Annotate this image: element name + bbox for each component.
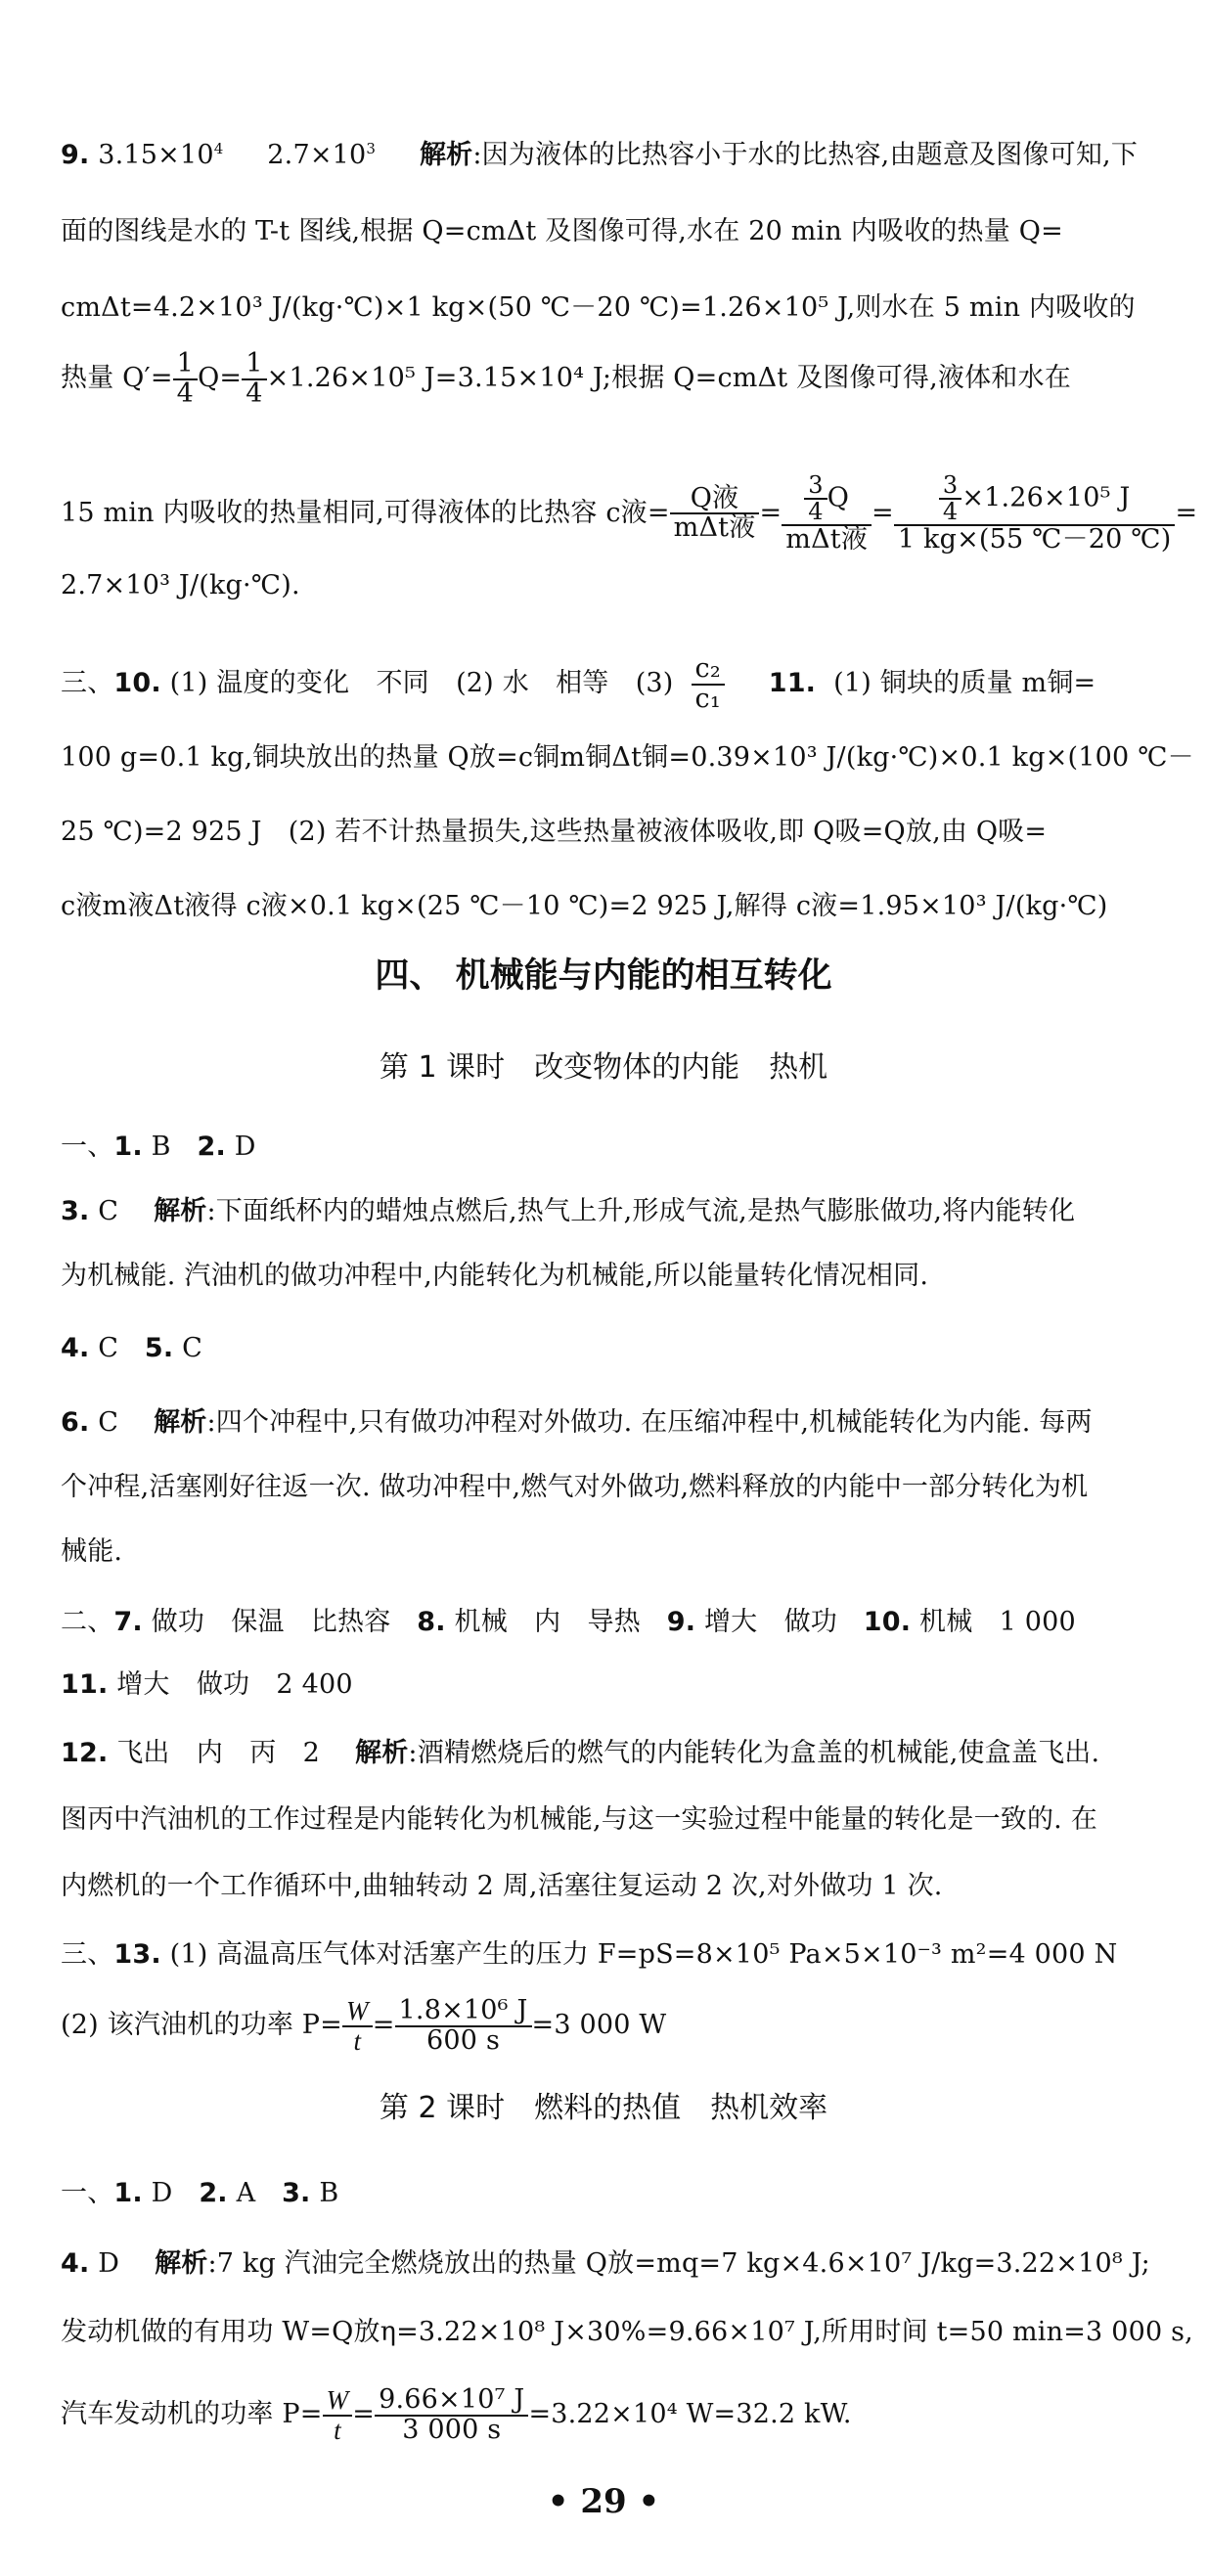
lesson-1-title: 第 1 课时 改变物体的内能 热机: [379, 1050, 828, 1085]
lesson1-q12-line-3: 内燃机的一个工作循环中,曲轴转动 2 周,活塞往复运动 2 次,对外做功 1 次.: [61, 1871, 943, 1901]
fraction-w-over-t: $\frac{W}{t}$: [323, 2386, 353, 2444]
lesson1-q6-line-2: 个冲程,活塞刚好往返一次. 做功冲程中,燃气对外做功,燃料释放的内能中一部分转化为机: [61, 1472, 1089, 1502]
lesson2-q4-line-1: 4. D 解析:7 kg 汽油完全燃烧放出的热量 Q放=mq=7 kg×4.6×10⁷ J/kg=3.22×10⁸ J;: [61, 2248, 1150, 2279]
lesson1-q3-line-2: 为机械能. 汽油机的做功冲程中,内能转化为机械能,所以能量转化情况相同.: [61, 1261, 929, 1291]
fraction-q-over-m-dt: Q液 mΔt液: [670, 485, 760, 543]
fraction-one-quarter: $\frac{1}{4}$: [173, 350, 198, 408]
q9-answer-2: $2.7\times 10^3$: [267, 140, 377, 170]
fraction-specific-heat: $\frac{3}{4}$ ×1.26×10⁵ J 1 kg×(55 ℃－20 ℃): [894, 473, 1176, 555]
q10-line-1: 三、10. (1) 温度的变化 不同 (2) 水 相等 (3) $\frac{\text{c₂}}{\text{c₁}}$ 11. (1) 铜块的质量 m铜=: [61, 653, 1096, 714]
lesson1-q12-line-1: 12. 飞出 内 丙 2 解析:酒精燃烧后的燃气的内能转化为盒盖的机械能,使盒盖飞出.: [61, 1738, 1100, 1768]
q9-text: :因为液体的比热容小于水的比热容,由题意及图像可知,下: [472, 140, 1139, 170]
fraction-three-quarter-q: $\frac{3}{4}$ Q mΔt液: [782, 473, 872, 555]
fraction-one-quarter: $\frac{1}{4}$: [242, 350, 266, 408]
page-number: • 29 •: [547, 2482, 660, 2521]
lesson1-q6-line-3: 械能.: [61, 1536, 123, 1567]
lesson1-q12-line-2: 图丙中汽油机的工作过程是内能转化为机械能,与这一实验过程中能量的转化是一致的. 在: [61, 1804, 1097, 1835]
lesson1-mc-1-2: 一、1. B 2. D: [61, 1132, 256, 1162]
lesson2-q4-line-2: 发动机做的有用功 W=Q放η=3.22×10⁸ J×30%=9.66×10⁷ J,所用时间 t=50 min=3 000 s,: [61, 2317, 1193, 2347]
lesson1-fill-line-2: 11. 增大 做功 2 400: [61, 1669, 353, 1700]
q11-line-2: 100 g=0.1 kg,铜块放出的热量 Q放=c铜m铜Δt铜=0.39×10³ J/(kg·℃)×0.1 kg×(100 ℃－: [61, 742, 1194, 773]
section-title: 四、 机械能与内能的相互转化: [375, 956, 832, 996]
lesson2-q4-line-3: 汽车发动机的功率 P= $\frac{W}{t}$ = $\frac{\text{9.66×10⁷ J}}{3 000 s}$ =3.22×10⁴ W=32.2 kW.: [61, 2384, 852, 2445]
q9-number: 9.: [61, 140, 90, 170]
analysis-label: 解析: [419, 140, 473, 170]
q9-line-2: 面的图线是水的 T-t 图线,根据 Q=cmΔt 及图像可得,水在 20 min 内吸收的热量 Q=: [61, 216, 1063, 246]
lesson1-q6-line-1: 6. C 解析:四个冲程中,只有做功冲程对外做功. 在压缩冲程中,机械能转化为内能. 每两: [61, 1407, 1093, 1438]
q9-line-4: 热量 Q′= $\frac{1}{4}$ Q= $\frac{1}{4}$ ×1.26×10⁵ J=3.15×10⁴ J;根据 Q=cmΔt 及图像可得,液体和水在: [61, 348, 1071, 409]
lesson1-q3-line-1: 3. C 解析:下面纸杯内的蜡烛点燃后,热气上升,形成气流,是热气膨胀做功,将内能转化: [61, 1196, 1076, 1226]
q9-line-5: 15 min 内吸收的热量相同,可得液体的比热容 c液= Q液 mΔt液 = $\frac{3}{4}$ Q mΔt液 = $\frac{3}{4}$ ×1.26×10⁵ J 1 kg×(55 ℃－20 ℃) =: [61, 471, 1198, 555]
lesson2-mc-1-3: 一、1. D 2. A 3. B: [61, 2178, 339, 2208]
q11-line-3: 25 ℃)=2 925 J (2) 若不计热量损失,这些热量被液体吸收,即 Q吸=Q放,由 Q吸=: [61, 817, 1048, 847]
q9-line-1: [61, 117, 1156, 194]
q11-line-4: c液m液Δt液得 c液×0.1 kg×(25 ℃－10 ℃)=2 925 J,解得 c液=1.95×10³ J/(kg·℃): [61, 891, 1108, 921]
q9-line-3: cmΔt=4.2×10³ J/(kg·℃)×1 kg×(50 ℃－20 ℃)=1.26×10⁵ J,则水在 5 min 内吸收的: [61, 292, 1136, 323]
fraction-engine-power: $\frac{\text{9.66×10⁷ J}}{3 000 s}$: [375, 2386, 528, 2444]
fraction-c2-over-c1: $\frac{\text{c₂}}{\text{c₁}}$: [692, 655, 725, 713]
lesson-2-title: 第 2 课时 燃料的热值 热机效率: [379, 2091, 828, 2125]
lesson1-q13-line-2: (2) 该汽油机的功率 P= $\frac{W}{t}$ = $\frac{\text{1.8×10⁶ J}}{600 s}$ =3 000 W: [61, 1995, 667, 2056]
fraction-w-over-t: $\frac{W}{t}$: [342, 1997, 373, 2055]
q9-line-6: 2.7×10³ J/(kg·℃).: [61, 570, 300, 600]
lesson1-q13-line-1: 三、13. (1) 高温高压气体对活塞产生的压力 F=pS=8×10⁵ Pa×5×10⁻³ m²=4 000 N: [61, 1939, 1118, 1970]
fraction-power: $\frac{\text{1.8×10⁶ J}}{600 s}$: [395, 1997, 532, 2055]
q9-answer-1: $3.15\times 10^4$: [98, 140, 224, 170]
lesson1-fill-line-1: 二、7. 做功 保温 比热容 8. 机械 内 导热 9. 增大 做功 10. 机械 1 000: [61, 1607, 1076, 1637]
lesson1-q4-q5: 4. C 5. C: [61, 1333, 203, 1363]
